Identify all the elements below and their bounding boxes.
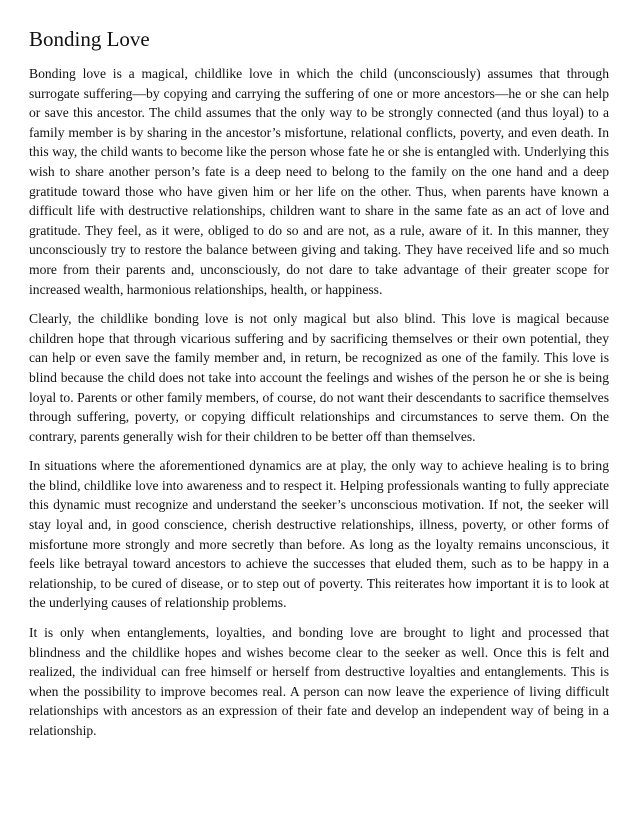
paragraph-3: In situations where the aforementioned dynamics are at play, the only way to achieve healing is to bring the blind, childlike love into awareness and to respect it. Helping professionals wanting to fully appreciate this dynamic must recognize and understand the seeker’s unconscious motivation. If not, the seeker will stay loyal and, in good conscience, cherish destructive relationships, illness, poverty, or other forms of misfortune more strongly and more secretly than before. As long as the loyalty remains unconscious, it feels like betrayal toward ancestors to achieve the successes that eluded them, such as to be happy in a relationship, to be cured of disease, or to step out of poverty. This reiterates how important it is to look at the underlying causes of relationship problems. (29, 458, 609, 611)
paragraph-2: Clearly, the childlike bonding love is not only magical but also blind. This love is magical because children hope that through vicarious suffering and by sacrificing themselves or their own potential, they can help or even save the family member and, in return, be recognized as one of the family. This love is blind because the child does not take into account the feelings and wishes of the person he or she is being loyal to. Parents or other family members, of course, do not want their descendants to sacrifice themselves through suffering, poverty, or copying difficult relationships and circumstances to serve them. On the contrary, parents generally wish for their children to be better off than themselves. (29, 311, 609, 444)
paragraph-4: It is only when entanglements, loyalties, and bonding love are brought to light and processed that blindness and the childlike hopes and wishes become clear to the seeker as well. Once this is felt and realized, the individual can free himself or herself from destructive loyalties and entanglements. This is when the possibility to improve becomes real. A person can now leave the experience of living difficult relationships with ancestors as an expression of their fate and develop an independent way of being in a relationship. (29, 625, 609, 738)
document-page (29, 26, 609, 751)
paragraph-1: Bonding love is a magical, childlike love in which the child (unconsciously) assumes that through surrogate suffering—by copying and carrying the suffering of one or more ancestors—he or she can help or save this ancestor. The child assumes that the only way to be strongly connected (and thus loyal) to a family member is by sharing in the ancestor’s misfortune, relational conflicts, poverty, and even death. In this way, the child wants to become like the person whose fate he or she is entangled with. Underlying this wish to share another person’s fate is a deep need to belong to the family on the one hand and a deep gratitude toward those who have given him or her life on the other. Thus, when parents have known a difficult life with destructive relationships, children want to share in the same fate as an act of love and gratitude. They feel, as it were, obliged to do so and are not, as a rule, aware of it. In this manner, they unconsciously try to restore the balance between giving and taking. They have received life and so much more from their parents and, unconsciously, do not dare to take advantage of their greater scope for increased wealth, harmonious relationships, health, or happiness. (29, 66, 609, 297)
page-title: Bonding Love (29, 27, 150, 51)
